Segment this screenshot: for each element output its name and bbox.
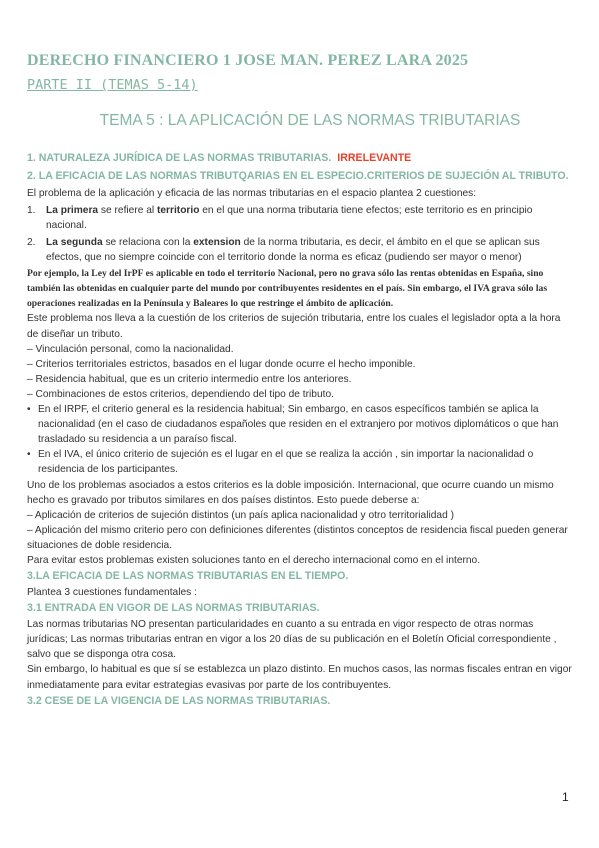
section-1-title: 1. NATURALEZA JURÍDICA DE LAS NORMAS TRIBUTARIAS. xyxy=(27,152,332,164)
bullet-text: En el IVA, el único criterio de sujeción es el lugar en el que se realiza la acción , sin importar la nacionalidad o residencia de los participantes. xyxy=(38,449,534,476)
tema-title: TEMA 5 : LA APLICACIÓN DE LAS NORMAS TRIBUTARIAS xyxy=(99,112,521,129)
double-taxation-paragraph: Uno de los problemas asociados a estos criterios es la doble imposición. Internacional, que ocurre cuando un mismo hecho es gravado por tributos similares en dos países distintos. Esto puede deberse a: xyxy=(27,479,554,506)
bullet-text: En el IRPF, el criterio general es la residencia habitual; Sin embargo, en casos específicos también se aplica la nacionalidad (en el caso de ciudadanos españoles que residen en el extranjero por motivos diplomáticos o que han trasladado su residencia a un paraíso fiscal. xyxy=(38,404,559,446)
criteria-dash-list xyxy=(27,342,572,402)
dash-item: – Aplicación del mismo criterio pero con definiciones diferentes (distintos conceptos de residencia fiscal pueden generar situaciones de doble residencia. xyxy=(27,524,568,551)
section-3-1-heading: 3.1 ENTRADA EN VIGOR DE LAS NORMAS TRIBUTARIAS. xyxy=(27,602,320,615)
intro-paragraph: El problema de la aplicación y eficacia de las normas tributarias en el espacio plantea 2 cuestiones: xyxy=(27,188,477,199)
list-text: de la norma tributaria, es decir, el ámbito en el que se aplican sus efectos, que no siempre coincide con el territorio donde la norma es eficaz (pudiendo ser mayor o menor) xyxy=(46,237,540,264)
dash-item: – Aplicación de criterios de sujeción distintos (un país aplica nacionalidad y otro territorialidad ) xyxy=(27,509,454,521)
list-bold: La segunda xyxy=(46,237,103,249)
list-item xyxy=(27,203,572,233)
section-3-1-paragraph-2: Sin embargo, lo habitual es que sí se establezca un plazo distinto. En muchos casos, las normas fiscales entran en vigor inmediatamente para evitar estrategias evasivas por parte de los contribuyentes. xyxy=(27,664,572,691)
solutions-paragraph: Para evitar estos problemas existen soluciones tanto en el derecho internacional como en el interno. xyxy=(27,554,481,566)
example-paragraph: Por ejemplo, la Ley del IrPF es aplicable en todo el territorio Nacional, pero no grava sólo las rentas obtenidas en España, sino también las obtenidas en cualquier parte del mundo por contribuyentes residentes en el país. Sin embargo, el IVA grava sólo las operaciones realizadas en la Península y Baleares lo que restringe el ámbito de aplicación. xyxy=(27,268,548,310)
dash-item: – Vinculación personal, como la nacionalidad. xyxy=(27,343,234,355)
list-bold: La primera xyxy=(46,205,99,217)
list-bold-term: territorio xyxy=(156,205,200,217)
dash-item: – Residencia habitual, que es un criterio intermedio entre los anteriores. xyxy=(27,373,352,385)
document-subtitle: PARTE II (TEMAS 5-14) xyxy=(27,77,198,93)
double-taxation-dash-list xyxy=(27,508,572,553)
document-title: DERECHO FINANCIERO 1 JOSE MAN. PEREZ LARA 2025 xyxy=(27,52,469,69)
dash-item: – Combinaciones de estos criterios, dependiendo del tipo de tributo. xyxy=(27,388,334,400)
tax-bullet-list xyxy=(27,402,572,477)
questions-list xyxy=(27,203,572,265)
list-text: en el que una norma tributaria tiene efectos; este territorio es en principio nacional. xyxy=(46,205,533,232)
list-number: 1. xyxy=(27,205,36,217)
section-3-intro: Plantea 3 cuestiones fundamentales : xyxy=(27,587,197,599)
bullet-icon: • xyxy=(27,404,31,416)
section-1-heading xyxy=(27,150,572,167)
criteria-paragraph: Este problema nos lleva a la cuestión de los criterios de sujeción tributaria, entre los cuales el legislador opta a la hora de diseñar un tributo. xyxy=(27,313,561,340)
section-3-1-paragraph: Las normas tributarias NO presentan particularidades en cuanto a su entrada en vigor respecto de otras normas jurídicas; Las normas tributarias entran en vigor a los 20 días de su publicación en el Boletín Oficial correspondiente , salvo que se disponga otra cosa. xyxy=(27,619,557,661)
document-body xyxy=(27,150,572,710)
bullet-icon: • xyxy=(27,449,31,461)
section-3-heading: 3.LA EFICACIA DE LAS NORMAS TRIBUTARIAS EN EL TIEMPO. xyxy=(27,570,349,583)
list-number: 2. xyxy=(27,237,36,249)
bullet-item xyxy=(27,402,572,447)
bullet-item xyxy=(27,447,572,477)
list-text: se relaciona con la xyxy=(102,237,194,249)
section-3-2-heading: 3.2 CESE DE LA VIGENCIA DE LAS NORMAS TRIBUTARIAS. xyxy=(27,694,331,707)
list-bold-term: extension xyxy=(193,237,241,249)
list-text: se refiere al xyxy=(98,205,157,217)
section-2-heading: 2. LA EFICACIA DE LAS NORMAS TRIBUTQARIAS EN EL ESPECIO.CRITERIOS DE SUJECIÓN AL TRIBUTO. xyxy=(27,170,569,182)
list-item xyxy=(27,235,572,265)
page-number: 1 xyxy=(562,790,569,804)
irrelevante-tag: IRRELEVANTE xyxy=(337,152,412,164)
dash-item: – Criterios territoriales estrictos, basados en el lugar donde ocurre el hecho imponible. xyxy=(27,358,416,370)
